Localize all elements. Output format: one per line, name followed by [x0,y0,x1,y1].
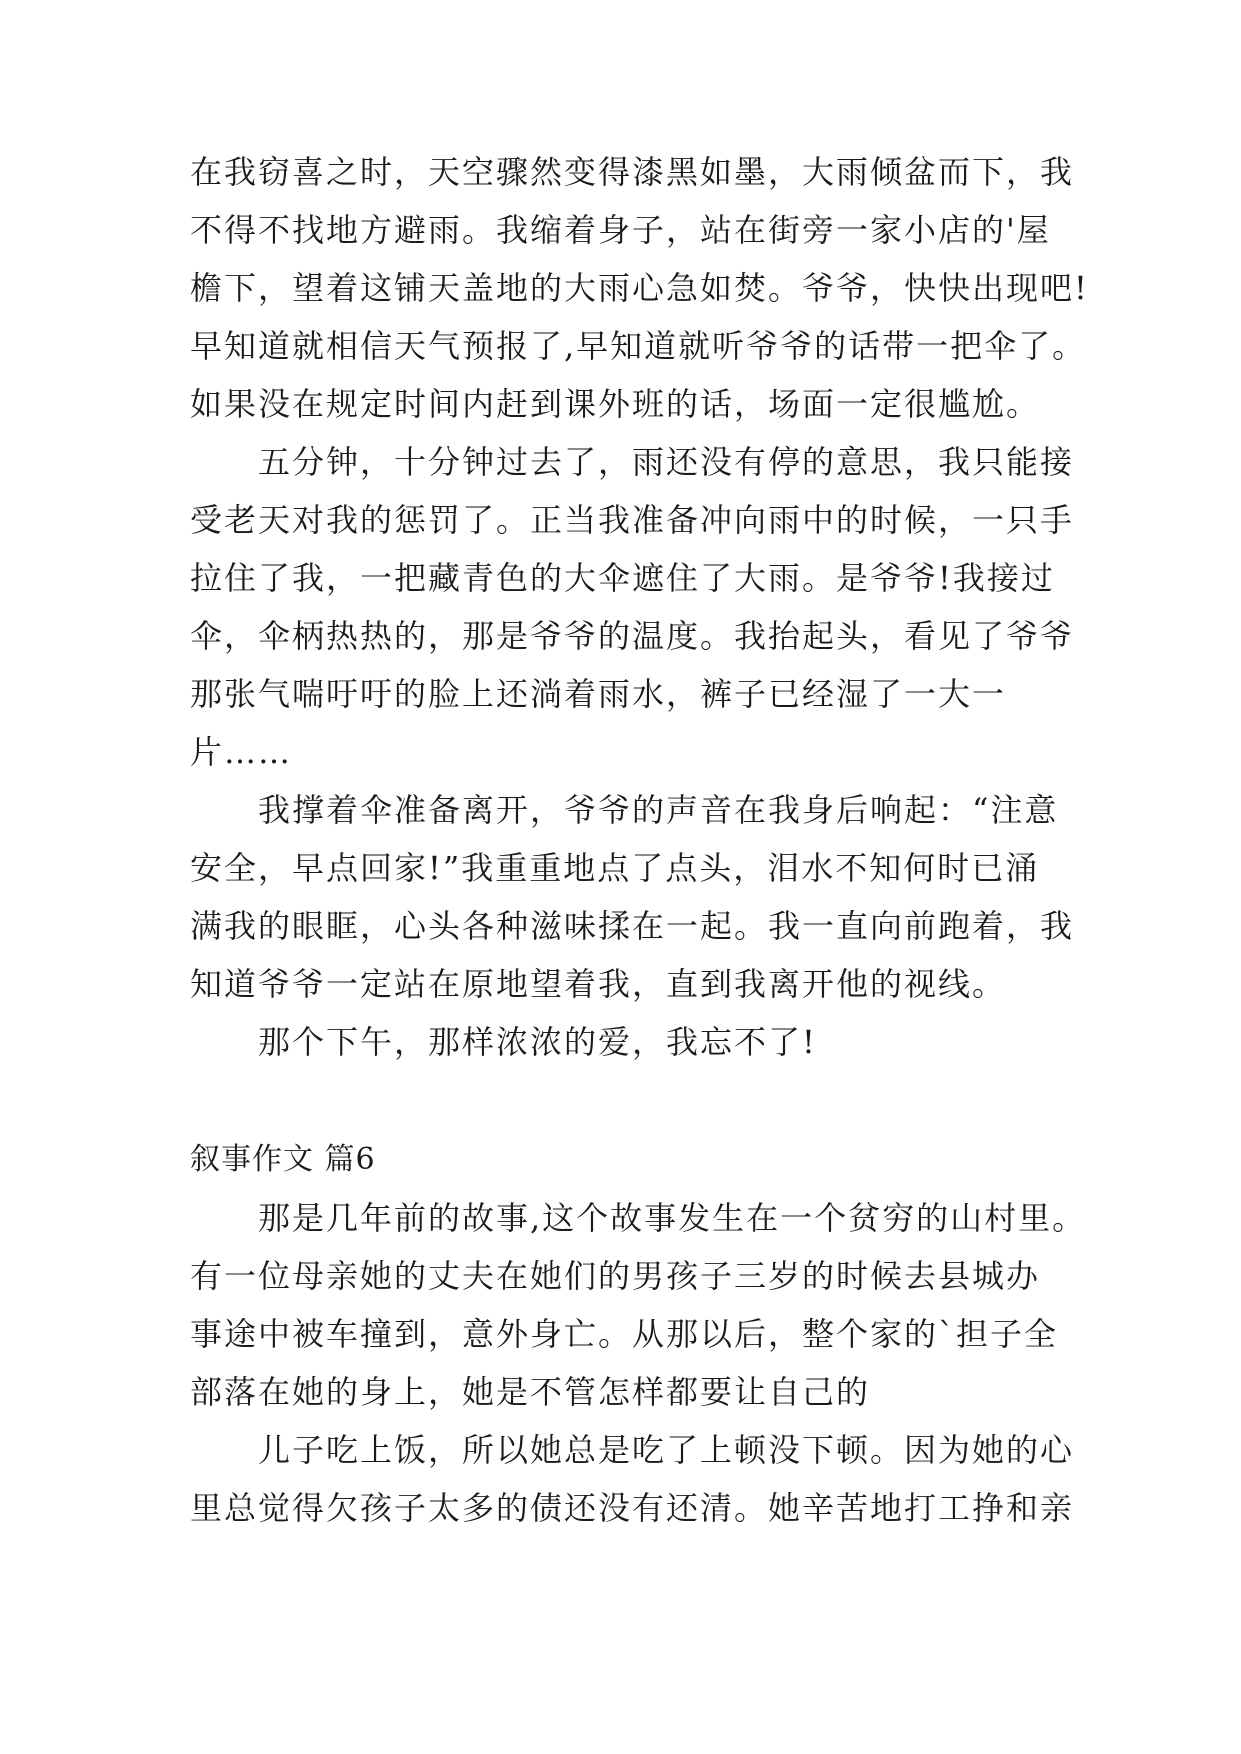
paragraph-line: 那是几年前的故事,这个故事发生在一个贫穷的山村里。 [190,1199,1087,1237]
paragraph-line: 里总觉得欠孩子太多的债还没有还清。她辛苦地打工挣和亲 [190,1489,1075,1527]
paragraph-line: 伞，伞柄热热的，那是爷爷的温度。我抬起头，看见了爷爷 [190,617,1075,655]
paragraph-line: 事途中被车撞到，意外身亡。从那以后，整个家的`担子全 [190,1315,1059,1353]
paragraph-line: 如果没在规定时间内赶到课外班的话，场面一定很尴尬。 [190,385,1041,423]
paragraph-line: 满我的眼眶，心头各种滋味揉在一起。我一直向前跑着，我 [190,907,1075,945]
paragraph-line: 那张气喘吁吁的脸上还淌着雨水，裤子已经湿了一大一 [190,675,1007,713]
paragraph-line: 檐下，望着这铺天盖地的大雨心急如焚。爷爷，快快出现吧! [190,269,1089,307]
paragraph-line: 五分钟，十分钟过去了，雨还没有停的意思，我只能接 [190,443,1075,481]
paragraph-line: 儿子吃上饭，所以她总是吃了上顿没下顿。因为她的心 [190,1431,1075,1469]
paragraph-line: 安全，早点回家!”我重重地点了点头，泪水不知何时已涌 [190,849,1040,887]
paragraph-line: 在我窃喜之时，天空骤然变得漆黑如墨，大雨倾盆而下，我 [190,153,1075,191]
paragraph-line: 有一位母亲她的丈夫在她们的男孩子三岁的时候去县城办 [190,1257,1041,1295]
paragraph-line: 不得不找地方避雨。我缩着身子，站在街旁一家小店的'屋 [190,211,1051,249]
paragraph-line: 部落在她的身上，她是不管怎样都要让自己的 [190,1373,871,1411]
paragraph-line: 拉住了我，一把藏青色的大伞遮住了大雨。是爷爷!我接过 [190,559,1055,597]
paragraph-line: 受老天对我的惩罚了。正当我准备冲向雨中的时候，一只手 [190,501,1075,539]
section-heading: 叙事作文 篇6 [190,1142,376,1177]
paragraph-line: 那个下午，那样浓浓的爱，我忘不了! [190,1023,817,1061]
paragraph-line: 知道爷爷一定站在原地望着我，直到我离开他的视线。 [190,965,1007,1003]
paragraph-line: 我撑着伞准备离开，爷爷的声音在我身后响起：“注意 [190,791,1059,829]
paragraph-line: 早知道就相信天气预报了,早知道就听爷爷的话带一把伞了。 [190,327,1087,365]
paragraph-line: 片…… [190,733,293,771]
